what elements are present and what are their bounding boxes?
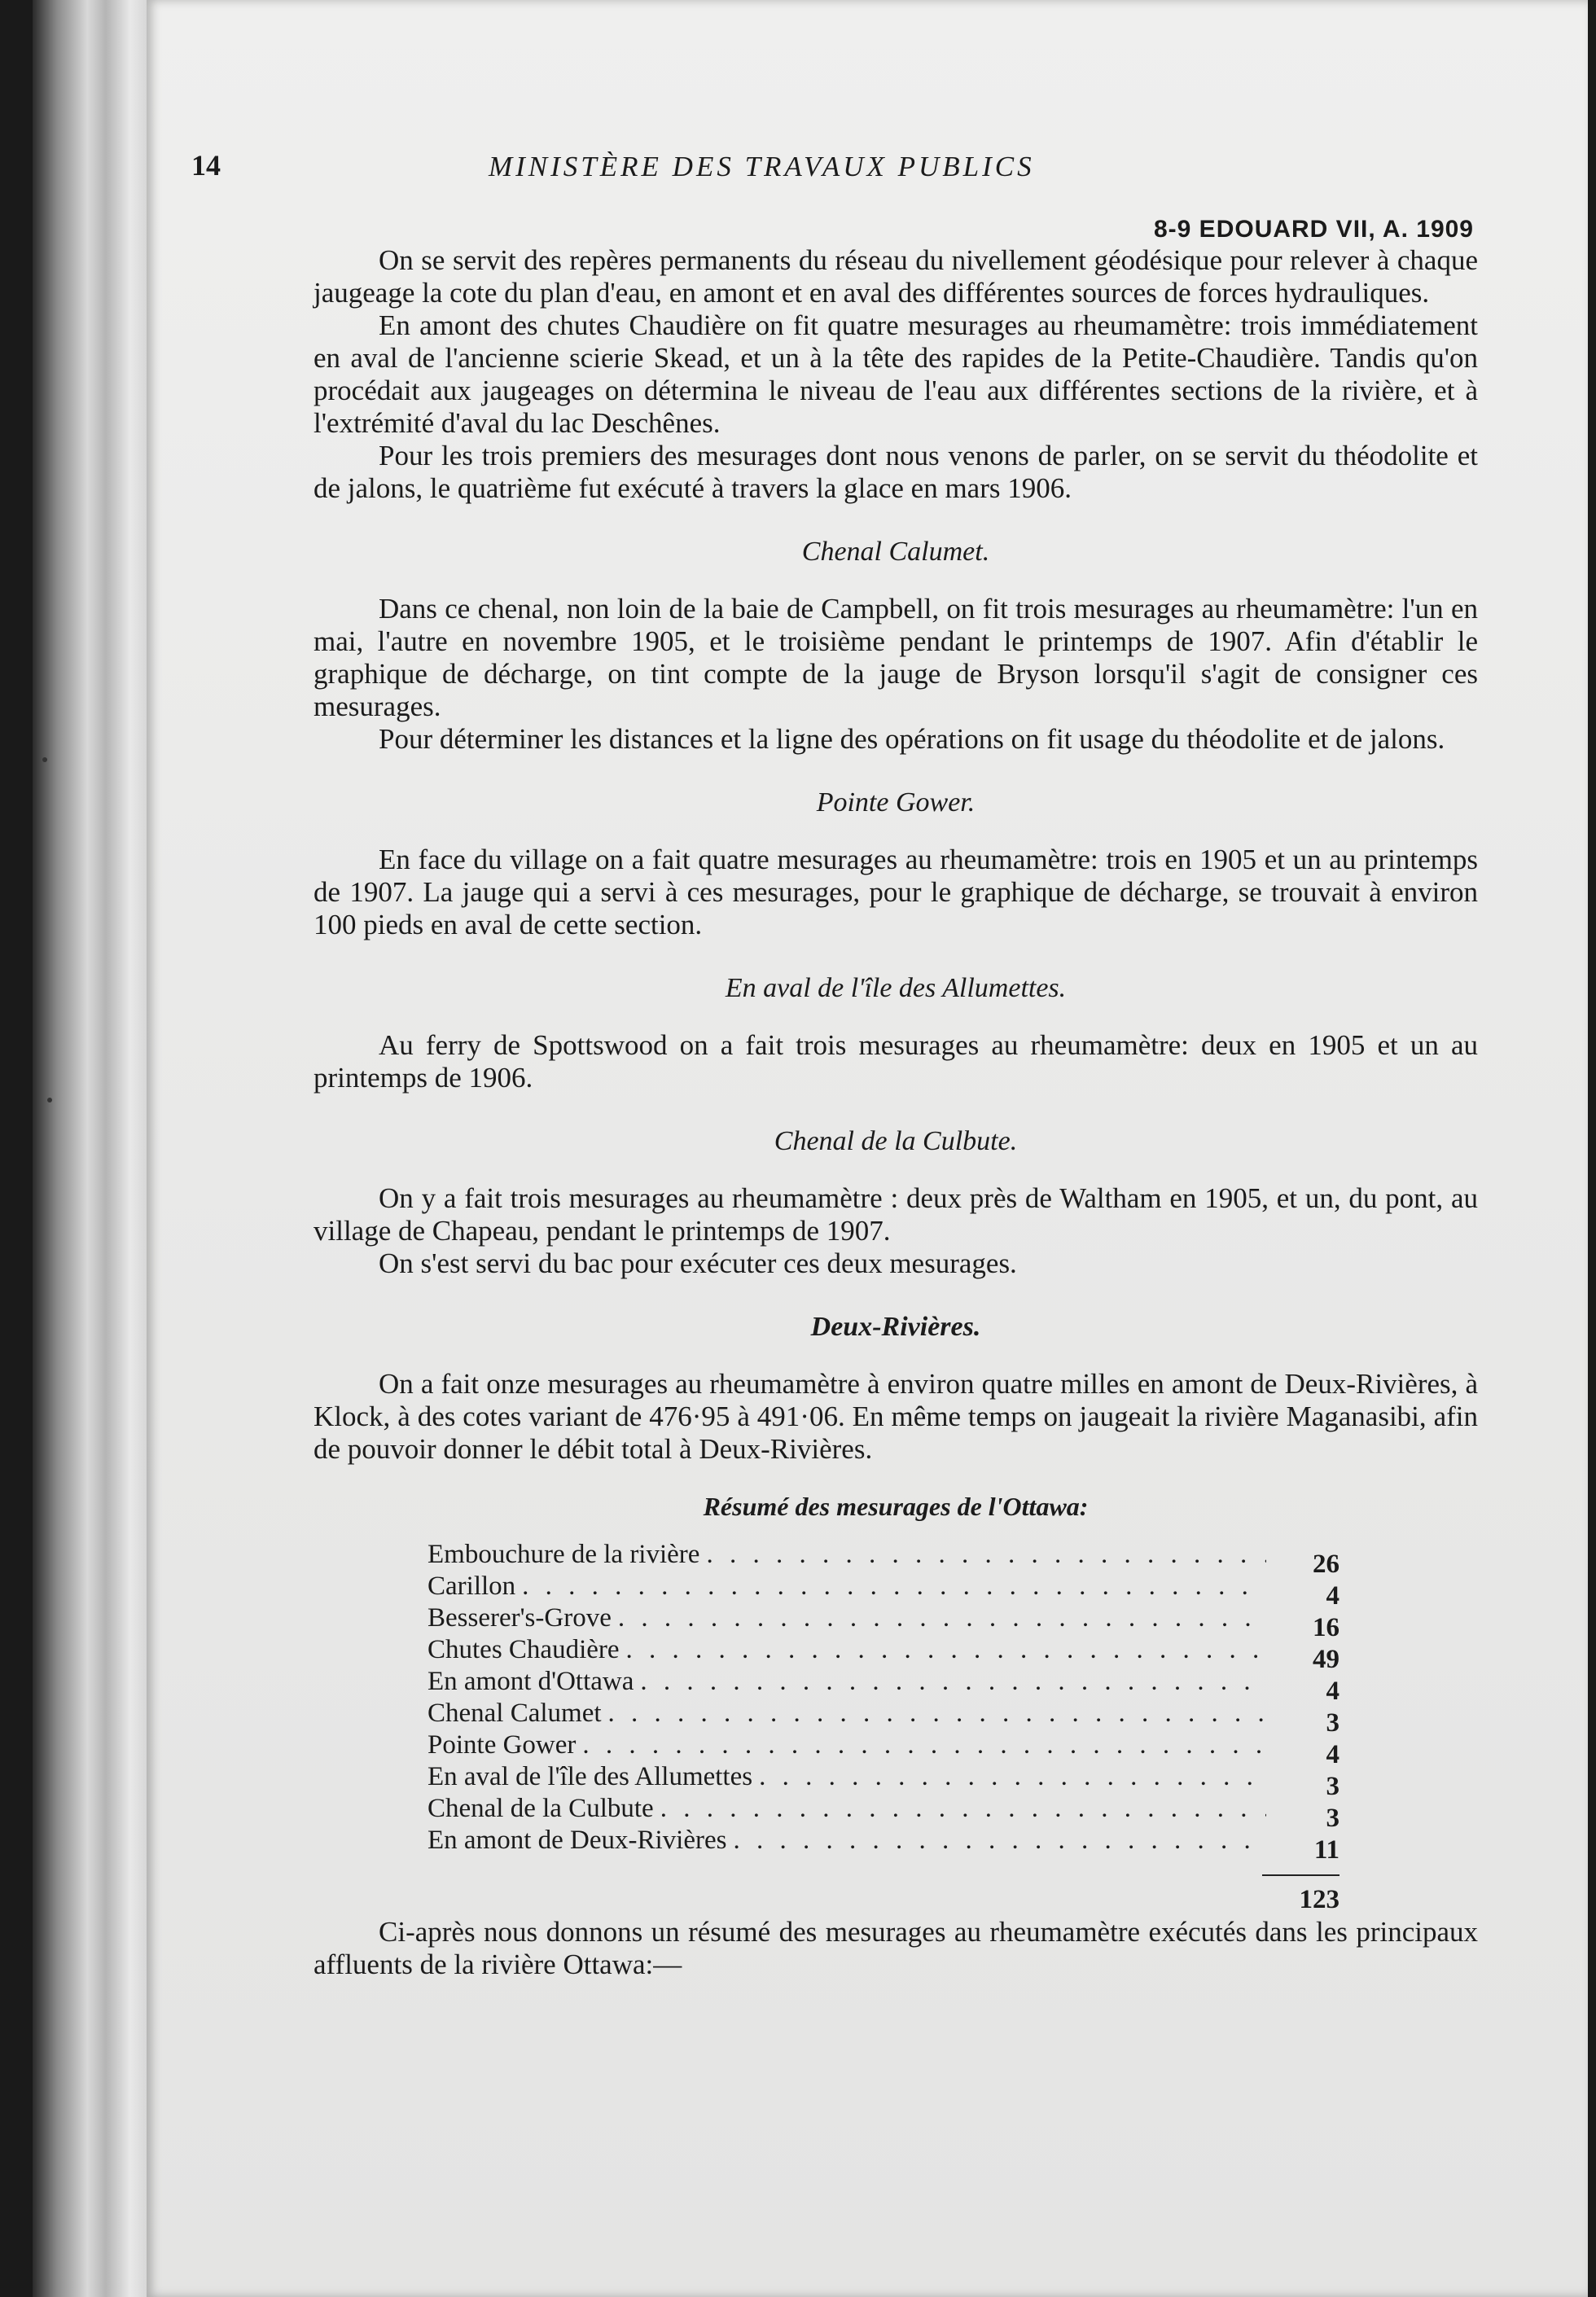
- leader-dots: [634, 1666, 1266, 1698]
- running-head: MINISTÈRE DES TRAVAUX PUBLICS: [489, 151, 1035, 182]
- paragraph: On y a fait trois mesurages au rheumamètre : deux près de Waltham en 1905, et un, du pont, au village de Chapeau, pendant le printemps de 1907.: [314, 1182, 1478, 1247]
- leader-dots: [602, 1698, 1266, 1729]
- paragraph: Pour déterminer les distances et la ligne des opérations on fit usage du théodolite et de jalons.: [379, 723, 1445, 755]
- scan-speck: [42, 757, 47, 762]
- paragraph: Ci-après nous donnons un résumé des mesurages au rheumamètre exécutés dans les principaux affluents de la rivière Ottawa:—: [314, 1916, 1478, 1980]
- paragraph: On s'est servi du bac pour exécuter ces deux mesurages.: [379, 1247, 1017, 1279]
- row-label: Chutes Chaudière: [428, 1635, 620, 1664]
- scan-speck: [47, 1098, 52, 1102]
- section-heading-gower: Pointe Gower.: [816, 787, 976, 818]
- row-value: 26: [1313, 1550, 1340, 1579]
- row-label: Besserer's-Grove: [428, 1603, 612, 1633]
- summary-row: [428, 1793, 1340, 1833]
- summary-row: [428, 1539, 1340, 1579]
- paragraph: On se servit des repères permanents du réseau du nivellement géodésique pour relever à chaque jaugeage la cote du plan d'eau, en amont et en aval des différentes sources de forces hydrauliques.: [314, 244, 1478, 309]
- row-value: 49: [1313, 1645, 1340, 1674]
- total-rule: [1262, 1874, 1340, 1876]
- row-value: 4: [1326, 1581, 1340, 1611]
- summary-total: 123: [1299, 1885, 1340, 1914]
- section-heading-deux-rivieres: Deux-Rivières.: [810, 1312, 981, 1342]
- section-heading-calumet: Chenal Calumet.: [801, 537, 990, 567]
- row-value: 4: [1326, 1740, 1340, 1769]
- leader-dots: [699, 1539, 1266, 1571]
- row-value: 11: [1313, 1835, 1340, 1865]
- summary-row: [428, 1571, 1340, 1611]
- row-label: Embouchure de la rivière: [428, 1540, 700, 1569]
- row-value: 3: [1326, 1708, 1340, 1738]
- row-value: 3: [1326, 1804, 1340, 1833]
- summary-title: Résumé des mesurages de l'Ottawa:: [703, 1492, 1089, 1521]
- summary-row: [428, 1666, 1340, 1706]
- row-label: Chenal Calumet: [428, 1699, 602, 1728]
- leader-dots: [654, 1793, 1266, 1825]
- row-value: 3: [1326, 1772, 1340, 1801]
- page-body: [314, 244, 1478, 1981]
- paragraph: Dans ce chenal, non loin de la baie de Campbell, on fit trois mesurages au rheumamètre: l'un en mai, l'autre en novembre 1905, et le troisième pendant le printemps de 1907. Afin d'établir le graphique de décharge, on tint compte de la jauge de Bryson lorsqu'il s'agit de consigner ces mesurages.: [314, 593, 1478, 722]
- section-heading-allumettes: En aval de l'île des Allumettes.: [725, 973, 1067, 1003]
- paragraph: En face du village on a fait quatre mesurages au rheumamètre: trois en 1905 et un au printemps de 1907. La jauge qui a servi à ces mesurages, pour le graphique de décharge, se trouvait à environ 100 pieds en aval de cette section.: [314, 844, 1478, 940]
- leader-dots: [612, 1602, 1266, 1634]
- paragraph: On a fait onze mesurages au rheumamètre à environ quatre milles en amont de Deux-Rivières, à Klock, à des cotes variant de 476·95 à 491·06. En même temps on jaugeait la rivière Maganasibi, afin de pouvoir donner le débit total à Deux-Rivières.: [314, 1368, 1478, 1465]
- summary-row: [428, 1825, 1340, 1865]
- session-label: 8-9 EDOUARD VII, A. 1909: [1153, 216, 1474, 243]
- leader-dots: [726, 1825, 1266, 1856]
- leader-dots: [576, 1729, 1266, 1761]
- paragraph: Au ferry de Spottswood on a fait trois mesurages au rheumamètre: deux en 1905 et un au printemps de 1906.: [314, 1029, 1478, 1094]
- page-number: 14: [191, 149, 221, 182]
- row-label: Chenal de la Culbute: [428, 1794, 654, 1823]
- paragraph: Pour les trois premiers des mesurages dont nous venons de parler, on se servit du théodolite et de jalons, le quatrième fut exécuté à travers la glace en mars 1906.: [314, 440, 1478, 504]
- summary-row: [428, 1634, 1340, 1674]
- row-label: En amont d'Ottawa: [428, 1667, 634, 1696]
- book-spine: [33, 0, 155, 2297]
- row-value: 16: [1313, 1613, 1340, 1642]
- row-value: 4: [1326, 1677, 1340, 1706]
- summary-row: [428, 1698, 1340, 1738]
- leader-dots: [620, 1634, 1266, 1666]
- summary-table: [428, 1539, 1340, 1916]
- leader-dots: [515, 1571, 1266, 1602]
- summary-row: [428, 1729, 1340, 1769]
- row-label: En aval de l'île des Allumettes: [428, 1762, 753, 1791]
- section-heading-culbute: Chenal de la Culbute.: [774, 1126, 1018, 1156]
- row-label: Carillon: [428, 1572, 516, 1601]
- row-label: En amont de Deux-Rivières: [428, 1826, 727, 1855]
- leader-dots: [752, 1761, 1266, 1793]
- row-label: Pointe Gower: [428, 1730, 577, 1760]
- summary-row: [428, 1602, 1340, 1642]
- paragraph: En amont des chutes Chaudière on fit quatre mesurages au rheumamètre: trois immédiatement en aval de l'ancienne scierie Skead, et un à la tête des rapides de la Petite-Chaudière. Tandis qu'on procédait aux jaugeages on détermina le niveau de l'eau aux différentes sections de la rivière, et à l'extrémité d'aval du lac Deschênes.: [314, 309, 1478, 439]
- summary-row: [428, 1761, 1340, 1801]
